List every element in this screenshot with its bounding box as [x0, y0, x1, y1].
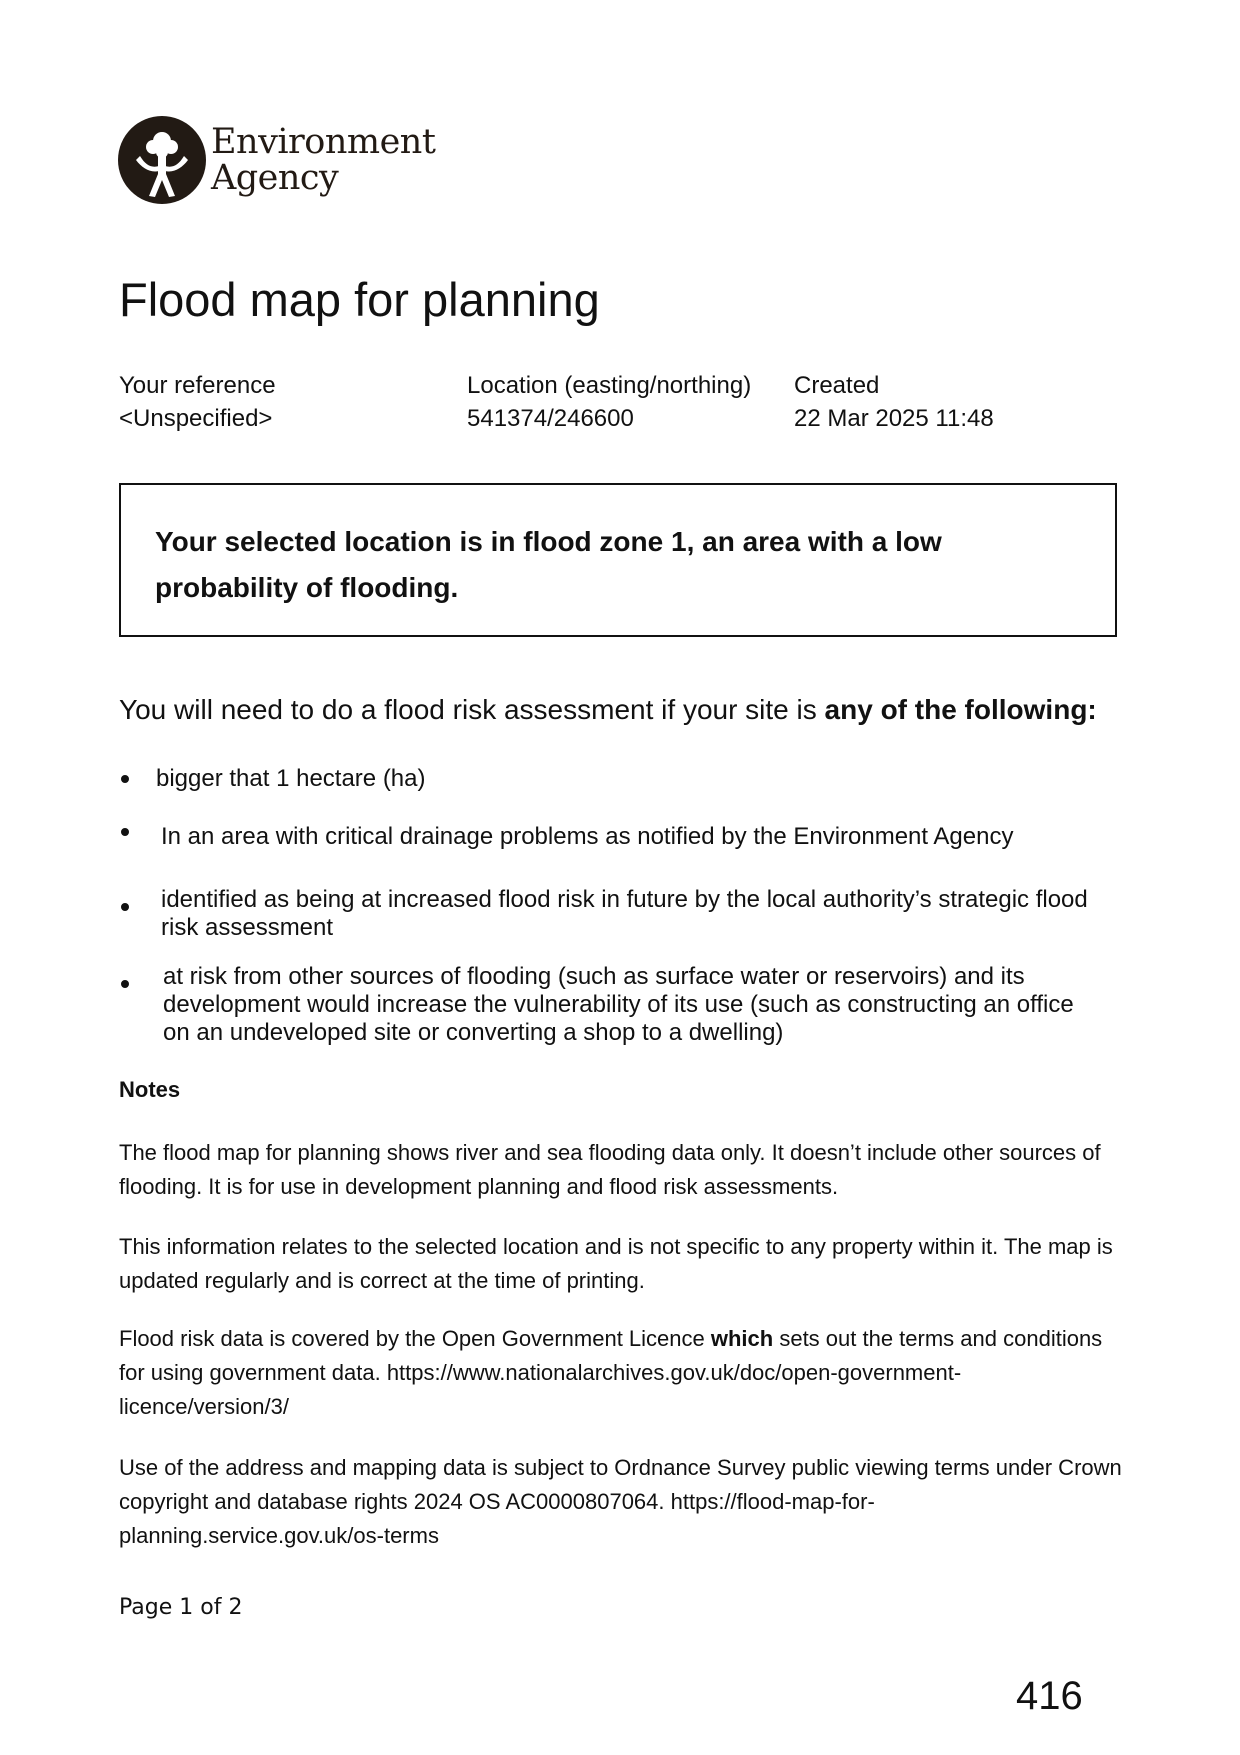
logo-wordmark: [211, 124, 435, 196]
list-item-text: In an area with critical drainage problems as notified by the Environment Agency: [161, 823, 1014, 850]
reference-label: Your reference: [119, 372, 276, 399]
assessment-lead-text: You will need to do a flood risk assessment if your site is: [119, 694, 825, 725]
location-label: Location (easting/northing): [467, 372, 752, 399]
note-paragraph: This information relates to the selected location and is not specific to any property within it. The map is updated regularly and is correct at the time of printing.: [119, 1234, 1113, 1293]
environment-agency-logo: [118, 116, 448, 208]
location-value: 541374/246600: [467, 405, 634, 432]
bullet-icon: [121, 828, 129, 836]
list-item-text: bigger that 1 hectare (ha): [156, 765, 426, 792]
note-paragraph: [119, 1322, 1129, 1424]
notes-heading: Notes: [119, 1077, 181, 1102]
created-value: 22 Mar 2025 11:48: [794, 405, 994, 432]
list-item-text: identified as being at increased flood risk in future by the local authority’s strategic flood risk assessment: [161, 886, 1088, 941]
note-licence-text-cont: sets out the terms and conditions for using government data. https://www.nationalarchives.gov.uk/doc/open-government-licence/version/3/: [119, 1326, 1103, 1419]
created-label: Created: [794, 372, 880, 399]
note-licence-text: Flood risk data is covered by the Open Government Licence: [119, 1326, 711, 1351]
logo-line-1: Environment: [211, 122, 436, 162]
bullet-icon: [121, 903, 129, 911]
note-paragraph: The flood map for planning shows river and sea flooding data only. It doesn’t include other sources of flooding. It is for use in development planning and flood risk assessments.: [119, 1140, 1101, 1199]
note-paragraph: Use of the address and mapping data is subject to Ordnance Survey public viewing terms under Crown copyright and database rights 2024 OS AC0000807064. https://flood-map-for-planning.service.gov.uk/os-terms: [119, 1455, 1122, 1548]
tree-person-logo-icon: [118, 116, 206, 204]
assessment-lead: [119, 694, 1097, 726]
bullet-icon: [121, 980, 129, 988]
bullet-icon: [121, 775, 129, 783]
logo-line-2: Agency: [211, 158, 339, 198]
reference-value: <Unspecified>: [119, 405, 273, 432]
flood-zone-callout: [119, 483, 1117, 637]
page-number: 416: [1016, 1674, 1083, 1718]
note-licence-emphasis: which: [710, 1326, 774, 1351]
page-title: Flood map for planning: [119, 273, 600, 326]
flood-zone-statement: Your selected location is in flood zone 1, an area with a low probability of flooding.: [155, 526, 942, 603]
page-indicator: Page 1 of 2: [119, 1595, 243, 1620]
list-item-text: at risk from other sources of flooding (such as surface water or reservoirs) and its development would increase the vulnerability of its use (such as constructing an office on an undeveloped site or converting a shop to a dwelling): [163, 963, 1074, 1046]
assessment-lead-emphasis: any of the following:: [824, 694, 1097, 725]
